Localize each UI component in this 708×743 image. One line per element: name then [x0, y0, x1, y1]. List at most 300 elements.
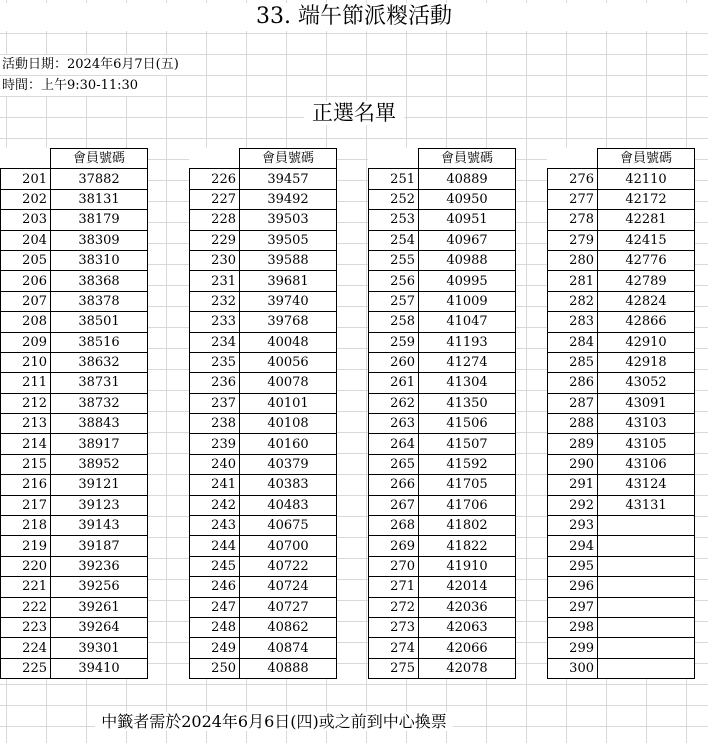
row-number: 280	[548, 250, 598, 270]
member-number: 38131	[51, 189, 148, 209]
row-number: 214	[1, 434, 51, 454]
table-row	[548, 291, 695, 311]
member-number: 40888	[240, 658, 337, 678]
member-number: 42918	[598, 352, 695, 372]
member-number: 41592	[419, 454, 516, 474]
table-row	[1, 454, 148, 474]
table-row	[369, 393, 516, 413]
member-number: 43103	[598, 414, 695, 434]
member-number: 38731	[51, 373, 148, 393]
table-row	[548, 189, 695, 209]
member-number: 40101	[240, 393, 337, 413]
row-number: 290	[548, 454, 598, 474]
table-row	[1, 393, 148, 413]
member-number: 40048	[240, 332, 337, 352]
member-number: 38309	[51, 230, 148, 250]
table-row	[1, 475, 148, 495]
table-row	[1, 332, 148, 352]
row-number: 263	[369, 414, 419, 434]
table-row	[548, 332, 695, 352]
header-blank-cell	[1, 149, 51, 169]
member-number: 42281	[598, 210, 695, 230]
member-number: 40722	[240, 556, 337, 576]
member-number: 42789	[598, 271, 695, 291]
table-row	[369, 189, 516, 209]
member-number: 41274	[419, 352, 516, 372]
row-number: 235	[190, 352, 240, 372]
activity-date: 活動日期：2024年6月7日(五)	[2, 55, 183, 75]
row-number: 216	[1, 475, 51, 495]
table-row	[190, 577, 337, 597]
member-number: 39143	[51, 516, 148, 536]
list-title-text: 正選名單	[304, 101, 404, 125]
row-number: 274	[369, 638, 419, 658]
row-number: 297	[548, 597, 598, 617]
member-table-4	[547, 148, 695, 679]
row-number: 220	[1, 556, 51, 576]
table-row	[1, 577, 148, 597]
table-row	[190, 516, 337, 536]
header-blank-cell	[190, 149, 240, 169]
member-number	[598, 638, 695, 658]
member-number: 40108	[240, 414, 337, 434]
table-row	[1, 189, 148, 209]
table-row	[369, 332, 516, 352]
member-number: 43091	[598, 393, 695, 413]
member-number: 40951	[419, 210, 516, 230]
row-number: 266	[369, 475, 419, 495]
table-row	[548, 556, 695, 576]
table-row	[369, 454, 516, 474]
row-number: 207	[1, 291, 51, 311]
table-row	[1, 434, 148, 454]
table-row	[190, 414, 337, 434]
member-number: 41705	[419, 475, 516, 495]
table-row	[1, 210, 148, 230]
member-number: 40383	[240, 475, 337, 495]
row-number: 243	[190, 516, 240, 536]
row-number: 210	[1, 352, 51, 372]
row-number: 260	[369, 352, 419, 372]
member-number: 39121	[51, 475, 148, 495]
table-row	[548, 434, 695, 454]
member-number: 41506	[419, 414, 516, 434]
member-number: 38516	[51, 332, 148, 352]
row-number: 299	[548, 638, 598, 658]
activity-time: 時間：上午9:30-11:30	[2, 76, 142, 96]
member-number: 41193	[419, 332, 516, 352]
table-row	[369, 516, 516, 536]
member-number: 39256	[51, 577, 148, 597]
member-number: 43124	[598, 475, 695, 495]
member-number: 42066	[419, 638, 516, 658]
column-header: 會員號碼	[51, 149, 148, 169]
member-number: 41350	[419, 393, 516, 413]
member-number: 39410	[51, 658, 148, 678]
row-number: 240	[190, 454, 240, 474]
row-number: 281	[548, 271, 598, 291]
table-row	[369, 250, 516, 270]
row-number: 278	[548, 210, 598, 230]
member-number: 43105	[598, 434, 695, 454]
row-number: 246	[190, 577, 240, 597]
member-number: 38632	[51, 352, 148, 372]
column-header: 會員號碼	[240, 149, 337, 169]
member-number: 40727	[240, 597, 337, 617]
table-row	[369, 373, 516, 393]
row-number: 259	[369, 332, 419, 352]
table-row	[369, 556, 516, 576]
row-number: 273	[369, 617, 419, 637]
column-header: 會員號碼	[419, 149, 516, 169]
member-number: 39187	[51, 536, 148, 556]
table-row	[190, 210, 337, 230]
row-number: 296	[548, 577, 598, 597]
member-number: 39123	[51, 495, 148, 515]
member-table-2	[189, 148, 337, 679]
table-row	[190, 658, 337, 678]
table-row	[190, 617, 337, 637]
row-number: 203	[1, 210, 51, 230]
member-number: 39768	[240, 312, 337, 332]
row-number: 284	[548, 332, 598, 352]
table-row	[1, 556, 148, 576]
member-number	[598, 658, 695, 678]
table-row	[190, 230, 337, 250]
row-number: 255	[369, 250, 419, 270]
table-header-row	[1, 149, 148, 169]
table-row	[369, 210, 516, 230]
table-row	[369, 577, 516, 597]
row-number: 285	[548, 352, 598, 372]
table-row	[548, 393, 695, 413]
row-number: 248	[190, 617, 240, 637]
footer-note-text: 中籤者需於2024年6月6日(四)或之前到中心換票	[95, 712, 453, 731]
row-number: 295	[548, 556, 598, 576]
row-number: 226	[190, 169, 240, 189]
row-number: 218	[1, 516, 51, 536]
row-number: 239	[190, 434, 240, 454]
table-row	[190, 271, 337, 291]
table-row	[548, 475, 695, 495]
table-row	[548, 169, 695, 189]
row-number: 224	[1, 638, 51, 658]
row-number: 269	[369, 536, 419, 556]
member-number: 42866	[598, 312, 695, 332]
row-number: 262	[369, 393, 419, 413]
table-row	[190, 454, 337, 474]
member-number: 42110	[598, 169, 695, 189]
member-number: 41304	[419, 373, 516, 393]
member-number: 40995	[419, 271, 516, 291]
table-row	[190, 352, 337, 372]
member-number: 41910	[419, 556, 516, 576]
table-row	[1, 312, 148, 332]
table-row	[369, 230, 516, 250]
member-number: 40160	[240, 434, 337, 454]
row-number: 277	[548, 189, 598, 209]
table-row	[190, 597, 337, 617]
row-number: 213	[1, 414, 51, 434]
table-row	[548, 271, 695, 291]
row-number: 271	[369, 577, 419, 597]
member-number	[598, 556, 695, 576]
member-number: 37882	[51, 169, 148, 189]
row-number: 276	[548, 169, 598, 189]
table-row	[1, 291, 148, 311]
table-row	[369, 414, 516, 434]
row-number: 249	[190, 638, 240, 658]
row-number: 298	[548, 617, 598, 637]
member-number: 38917	[51, 434, 148, 454]
row-number: 228	[190, 210, 240, 230]
row-number: 201	[1, 169, 51, 189]
row-number: 219	[1, 536, 51, 556]
member-number: 38952	[51, 454, 148, 474]
table-row	[1, 271, 148, 291]
member-number: 40988	[419, 250, 516, 270]
row-number: 237	[190, 393, 240, 413]
member-number: 39588	[240, 250, 337, 270]
member-number: 41047	[419, 312, 516, 332]
table-row	[190, 475, 337, 495]
row-number: 232	[190, 291, 240, 311]
table-row	[1, 250, 148, 270]
row-number: 292	[548, 495, 598, 515]
member-number: 40700	[240, 536, 337, 556]
row-number: 257	[369, 291, 419, 311]
row-number: 245	[190, 556, 240, 576]
table-row	[1, 169, 148, 189]
table-row	[190, 332, 337, 352]
member-number: 42036	[419, 597, 516, 617]
row-number: 267	[369, 495, 419, 515]
row-number: 282	[548, 291, 598, 311]
member-number: 42172	[598, 189, 695, 209]
table-row	[548, 414, 695, 434]
table-row	[548, 617, 695, 637]
member-number: 42910	[598, 332, 695, 352]
table-row	[548, 312, 695, 332]
table-header-row	[369, 149, 516, 169]
member-number: 43052	[598, 373, 695, 393]
row-number: 204	[1, 230, 51, 250]
member-number: 39505	[240, 230, 337, 250]
member-number: 38732	[51, 393, 148, 413]
member-number: 40379	[240, 454, 337, 474]
table-row	[1, 536, 148, 556]
row-number: 272	[369, 597, 419, 617]
table-row	[369, 536, 516, 556]
table-row	[369, 617, 516, 637]
row-number: 261	[369, 373, 419, 393]
row-number: 244	[190, 536, 240, 556]
member-number: 39740	[240, 291, 337, 311]
table-row	[548, 454, 695, 474]
table-row	[1, 352, 148, 372]
member-number: 42063	[419, 617, 516, 637]
row-number: 256	[369, 271, 419, 291]
table-row	[190, 169, 337, 189]
table-row	[190, 250, 337, 270]
row-number: 238	[190, 414, 240, 434]
member-number: 41802	[419, 516, 516, 536]
member-number	[598, 617, 695, 637]
row-number: 231	[190, 271, 240, 291]
row-number: 300	[548, 658, 598, 678]
row-number: 234	[190, 332, 240, 352]
row-number: 288	[548, 414, 598, 434]
table-header-row	[190, 149, 337, 169]
table-row	[369, 475, 516, 495]
table-row	[369, 434, 516, 454]
table-row	[1, 597, 148, 617]
row-number: 233	[190, 312, 240, 332]
row-number: 283	[548, 312, 598, 332]
row-number: 202	[1, 189, 51, 209]
table-row	[369, 495, 516, 515]
table-row	[190, 536, 337, 556]
table-row	[548, 638, 695, 658]
member-number: 42078	[419, 658, 516, 678]
row-number: 258	[369, 312, 419, 332]
member-table-3	[368, 148, 516, 679]
page-title: 33. 端午節派糉活動	[0, 3, 708, 31]
row-number: 254	[369, 230, 419, 250]
row-number: 270	[369, 556, 419, 576]
table-row	[369, 658, 516, 678]
row-number: 265	[369, 454, 419, 474]
member-number: 38179	[51, 210, 148, 230]
table-row	[369, 271, 516, 291]
row-number: 241	[190, 475, 240, 495]
table-row	[548, 577, 695, 597]
member-number: 39301	[51, 638, 148, 658]
member-number: 42824	[598, 291, 695, 311]
row-number: 212	[1, 393, 51, 413]
row-number: 215	[1, 454, 51, 474]
row-number: 217	[1, 495, 51, 515]
member-number: 38368	[51, 271, 148, 291]
table-row	[369, 352, 516, 372]
row-number: 209	[1, 332, 51, 352]
member-number: 40967	[419, 230, 516, 250]
table-row	[548, 495, 695, 515]
column-header: 會員號碼	[598, 149, 695, 169]
member-number: 39503	[240, 210, 337, 230]
table-row	[548, 230, 695, 250]
member-number: 43131	[598, 495, 695, 515]
row-number: 268	[369, 516, 419, 536]
table-row	[1, 617, 148, 637]
member-number: 40874	[240, 638, 337, 658]
member-number: 40056	[240, 352, 337, 372]
table-row	[369, 312, 516, 332]
table-row	[369, 638, 516, 658]
table-row	[1, 638, 148, 658]
member-number: 42776	[598, 250, 695, 270]
table-row	[548, 373, 695, 393]
table-row	[1, 658, 148, 678]
row-number: 291	[548, 475, 598, 495]
table-row	[1, 230, 148, 250]
row-number: 250	[190, 658, 240, 678]
table-row	[548, 210, 695, 230]
table-row	[369, 597, 516, 617]
table-row	[548, 536, 695, 556]
row-number: 293	[548, 516, 598, 536]
table-row	[369, 291, 516, 311]
row-number: 211	[1, 373, 51, 393]
member-number: 40950	[419, 189, 516, 209]
member-number: 39236	[51, 556, 148, 576]
row-number: 230	[190, 250, 240, 270]
row-number: 253	[369, 210, 419, 230]
member-number: 39261	[51, 597, 148, 617]
member-number	[598, 597, 695, 617]
row-number: 247	[190, 597, 240, 617]
member-number: 41822	[419, 536, 516, 556]
row-number: 206	[1, 271, 51, 291]
table-header-row	[548, 149, 695, 169]
table-row	[1, 495, 148, 515]
member-number: 38501	[51, 312, 148, 332]
row-number: 287	[548, 393, 598, 413]
table-row	[548, 250, 695, 270]
member-number: 38843	[51, 414, 148, 434]
row-number: 294	[548, 536, 598, 556]
table-row	[190, 393, 337, 413]
member-number: 42415	[598, 230, 695, 250]
member-table-1	[0, 148, 148, 679]
header-blank-cell	[548, 149, 598, 169]
member-number: 39457	[240, 169, 337, 189]
row-number: 225	[1, 658, 51, 678]
row-number: 236	[190, 373, 240, 393]
member-number: 40675	[240, 516, 337, 536]
row-number: 205	[1, 250, 51, 270]
member-number: 39492	[240, 189, 337, 209]
footer-note	[0, 709, 548, 735]
member-number	[598, 516, 695, 536]
row-number: 229	[190, 230, 240, 250]
member-number: 40862	[240, 617, 337, 637]
row-number: 252	[369, 189, 419, 209]
table-row	[1, 373, 148, 393]
table-row	[190, 556, 337, 576]
member-number: 40078	[240, 373, 337, 393]
table-row	[369, 169, 516, 189]
member-number: 41507	[419, 434, 516, 454]
row-number: 264	[369, 434, 419, 454]
member-number: 43106	[598, 454, 695, 474]
member-number: 41009	[419, 291, 516, 311]
table-row	[190, 495, 337, 515]
row-number: 222	[1, 597, 51, 617]
table-row	[1, 516, 148, 536]
table-row	[548, 352, 695, 372]
table-row	[190, 189, 337, 209]
table-row	[548, 516, 695, 536]
member-number: 38310	[51, 250, 148, 270]
table-row	[190, 434, 337, 454]
member-number	[598, 577, 695, 597]
table-row	[190, 638, 337, 658]
row-number: 223	[1, 617, 51, 637]
row-number: 208	[1, 312, 51, 332]
table-row	[548, 597, 695, 617]
row-number: 286	[548, 373, 598, 393]
